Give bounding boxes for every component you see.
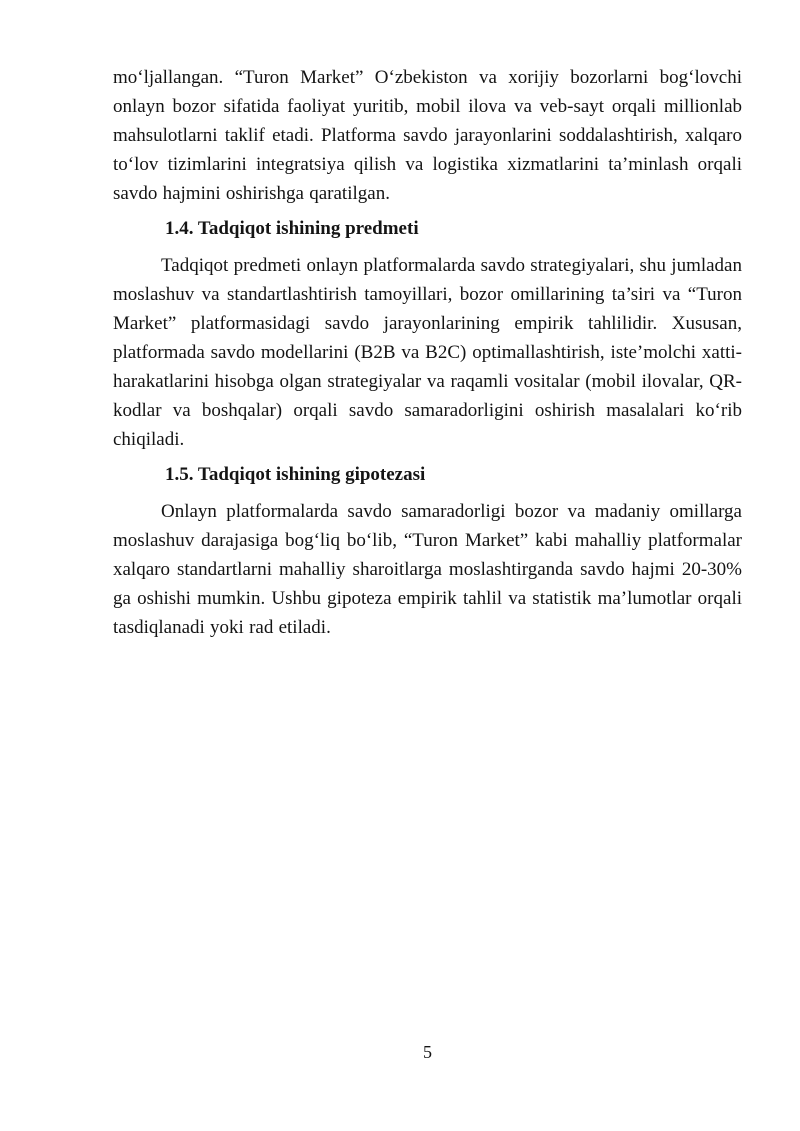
document-body [113, 0, 742, 642]
paragraph-section-1-5: Onlayn platformalarda savdo samaradorligi bozor va madaniy omillarga moslashuv darajasiga bog‘liq bo‘lib, “Turon Market” kabi mahalliy platformalar xalqaro standartlarni mahalliy sharoitlarga moslashtirganda savdo hajmi 20-30% ga oshishi mumkin. Ushbu gipoteza empirik tahlil va statistik ma’lumotlar orqali tasdiqlanadi yoki rad etiladi. [113, 501, 742, 638]
section-heading-1-4: 1.4. Tadqiqot ishining predmeti [165, 218, 419, 239]
page-number: 5 [423, 1042, 432, 1062]
section-heading-1-5: 1.5. Tadqiqot ishining gipotezasi [165, 464, 426, 485]
paragraph-intro-continuation: mo‘ljallangan. “Turon Market” O‘zbekiston va xorijiy bozorlarni bog‘lovchi onlayn bozor sifatida faoliyat yuritib, mobil ilova va veb-sayt orqali millionlab mahsulotlarni taklif etadi. Platforma savdo jarayonlarini soddalashtirish, xalqaro to‘lov tizimlarini integratsiya qilish va logistika xizmatlarini ta’minlash orqali savdo hajmini oshirishga qaratilgan. [113, 67, 742, 204]
paragraph-section-1-4: Tadqiqot predmeti onlayn platformalarda savdo strategiyalari, shu jumladan moslashuv va standartlashtirish tamoyillari, bozor omillarining ta’siri va “Turon Market” platformasidagi savdo jarayonlarining empirik tahlilidir. Xususan, platformada savdo modellarini (B2B va B2C) optimallashtirish, iste’molchi xatti-harakatlarini hisobga olgan strategiyalar va raqamli vositalar (mobil ilovalar, QR-kodlar va boshqalar) orqali savdo samaradorligini oshirish masalalari ko‘rib chiqiladi. [113, 255, 742, 450]
